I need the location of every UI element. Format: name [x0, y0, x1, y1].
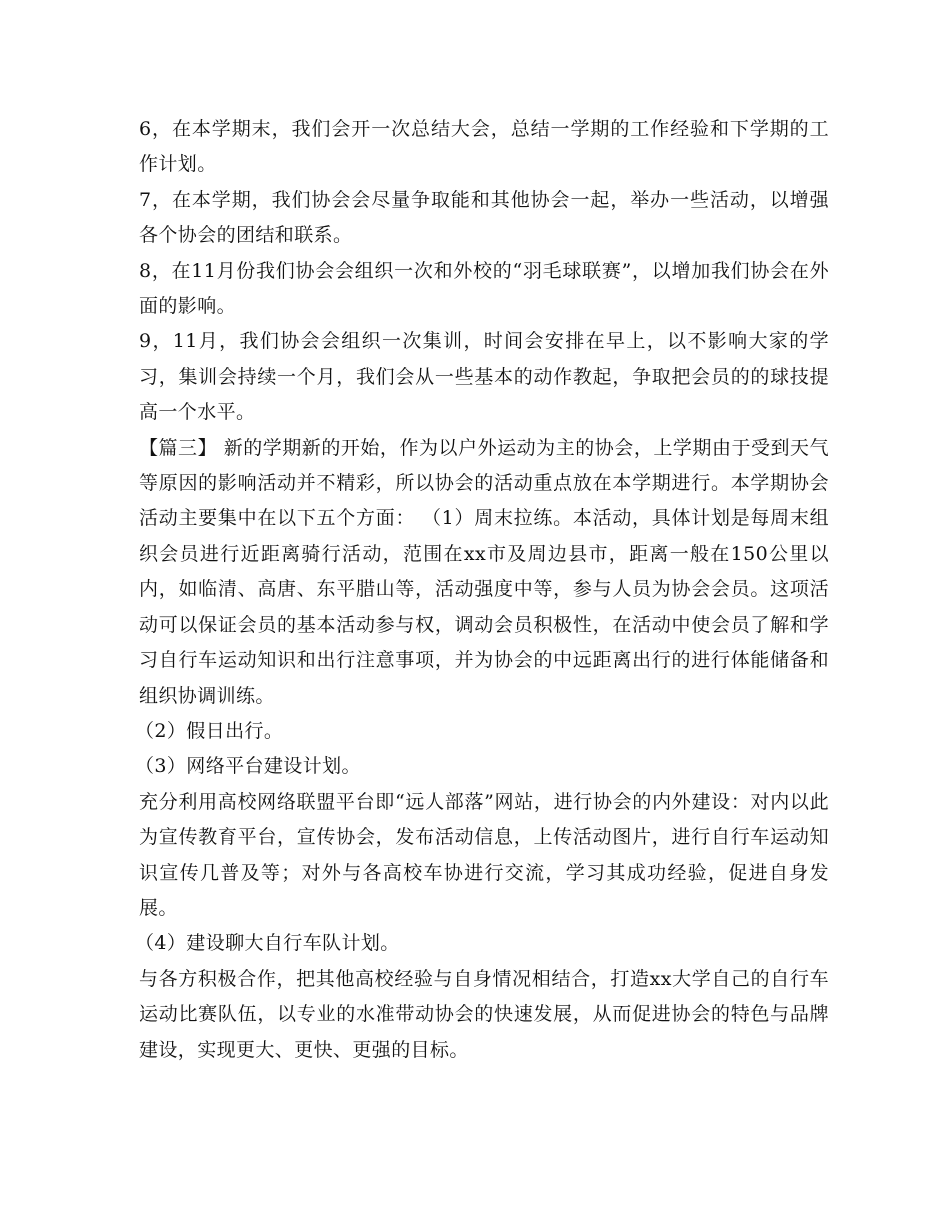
paragraph-network-platform-body: 充分利用高校网络联盟平台即“远人部落”网站，进行协会的内外建设：对内以此为宣传教育平台，宣传协会，发布活动信息，上传活动图片，进行自行车运动知识宣传几普及等；对外与各高校车协进行交流，学习其成功经验，促进自身发展。: [139, 790, 829, 919]
paragraph-item-6: 6，在本学期末，我们会开一次总结大会，总结一学期的工作经验和下学期的工作计划。: [139, 118, 829, 176]
paragraph-cycling-team-heading: （4）建设聊大自行车队计划。: [135, 932, 400, 955]
paragraph-cycling-team-body: 与各方积极合作，把其他高校经验与自身情况相结合，打造xx大学自己的自行车运动比赛队伍，以专业的水准带动协会的快速发展，从而促进协会的特色与品牌建设，实现更大、更快、更强的目标。: [139, 967, 829, 1061]
paragraph-network-platform-heading: （3）网络平台建设计划。: [135, 755, 361, 778]
paragraph-holiday-trip: （2）假日出行。: [135, 719, 284, 742]
paragraph-section-three: 【篇三】 新的学期新的开始，作为以户外运动为主的协会，上学期由于受到天气等原因的影响活动并不精彩，所以协会的活动重点放在本学期进行。本学期协会活动主要集中在以下五个方面： （1）周末拉练。本活动，具体计划是每周末组织会员进行近距离骑行活动，范围在xx市及周边县市，距离一般在150公里以内，如临清、高唐、东平腊山等，活动强度中等，参与人员为协会会员。这项活动可以保证会员的基本活动参与权，调动会员积极性，在活动中使会员了解和学习自行车运动知识和出行注意事项，并为协会的中远距离出行的进行体能储备和组织协调训练。: [139, 436, 829, 707]
paragraph-item-8: 8，在11月份我们协会会组织一次和外校的“羽毛球联赛”，以增加我们协会在外面的影响。: [139, 259, 829, 318]
paragraph-item-9: 9，11月，我们协会会组织一次集训，时间会安排在早上，以不影响大家的学习，集训会持续一个月，我们会从一些基本的动作教起，争取把会员的的球技提高一个水平。: [139, 330, 829, 424]
document-body: [135, 112, 829, 1068]
paragraph-item-7: 7，在本学期，我们协会会尽量争取能和其他协会一起，举办一些活动，以增强各个协会的团结和联系。: [139, 188, 829, 247]
